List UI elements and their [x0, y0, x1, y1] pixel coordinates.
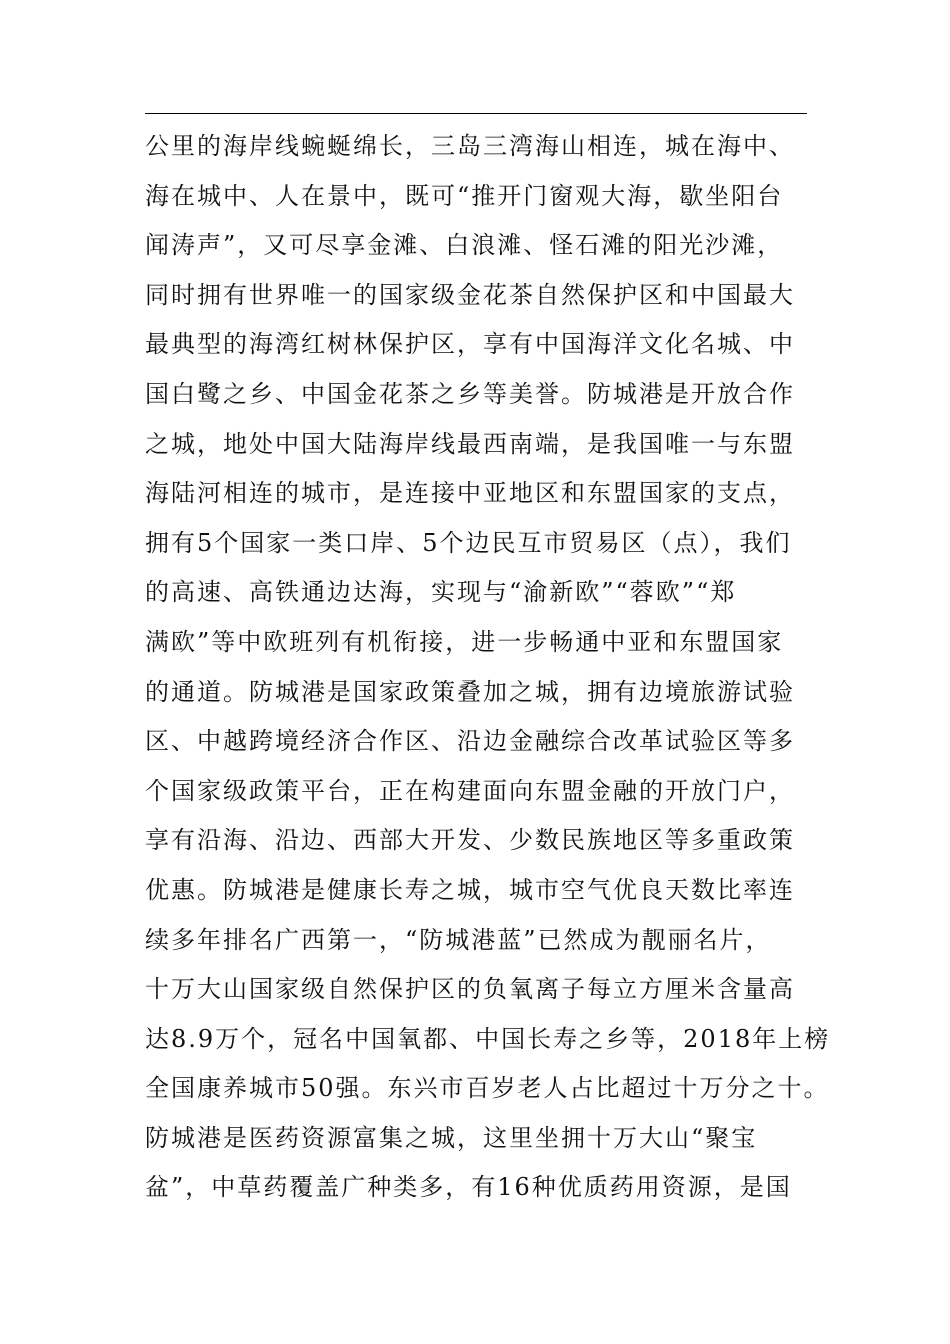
text-line: 续多年排名广西第一，“防城港蓝”已然成为靓丽名片，: [145, 925, 772, 954]
text-line: 满欧”等中欧班列有机衔接，进一步畅通中亚和东盟国家: [145, 627, 784, 656]
header-rule: [145, 113, 807, 114]
text-line: 同时拥有世界唯一的国家级金花茶自然保护区和中国最大: [145, 280, 795, 309]
text-line: 区、中越跨境经济合作区、沿边金融综合改革试验区等多: [145, 727, 795, 756]
text-line: 十万大山国家级自然保护区的负氧离子每立方厘米含量高: [145, 975, 795, 1004]
text-line: 优惠。防城港是健康长寿之城，城市空气优良天数比率连: [145, 875, 795, 904]
text-line: 的高速、高铁通边达海，实现与“渝新欧”“蓉欧”“郑: [145, 578, 737, 607]
body-paragraph: [145, 122, 845, 1213]
text-line: 海在城中、人在景中，既可“推开门窗观大海，歇坐阳台: [145, 181, 784, 210]
text-line: 个国家级政策平台，正在构建面向东盟金融的开放门户，: [145, 776, 795, 805]
text-line: 公里的海岸线蜿蜒绵长，三岛三湾海山相连，城在海中、: [145, 132, 795, 160]
text-line: 国白鹭之乡、中国金花茶之乡等美誉。防城港是开放合作: [145, 379, 795, 408]
text-line: 之城，地处中国大陆海岸线最西南端，是我国唯一与东盟: [145, 429, 795, 458]
text-line: 拥有5个国家一类口岸、5个边民互市贸易区（点），我们: [145, 528, 792, 557]
text-line: 盆”，中草药覆盖广种类多，有16种优质药用资源，是国: [145, 1173, 792, 1202]
text-line: 最典型的海湾红树林保护区，享有中国海洋文化名城、中: [145, 330, 795, 359]
text-line: 防城港是医药资源富集之城，这里坐拥十万大山“聚宝: [145, 1123, 758, 1152]
text-line: 海陆河相连的城市，是连接中亚地区和东盟国家的支点，: [145, 479, 795, 508]
text-line: 享有沿海、沿边、西部大开发、少数民族地区等多重政策: [145, 826, 795, 855]
text-line: 的通道。防城港是国家政策叠加之城，拥有边境旅游试验: [145, 677, 795, 706]
text-line: 闻涛声”，又可尽享金滩、白浪滩、怪石滩的阳光沙滩，: [145, 231, 784, 260]
text-line: 达8.9万个，冠名中国氧都、中国长寿之乡等，2018年上榜: [145, 1024, 831, 1053]
text-line: 全国康养城市50强。东兴市百岁老人占比超过十万分之十。: [145, 1074, 830, 1103]
